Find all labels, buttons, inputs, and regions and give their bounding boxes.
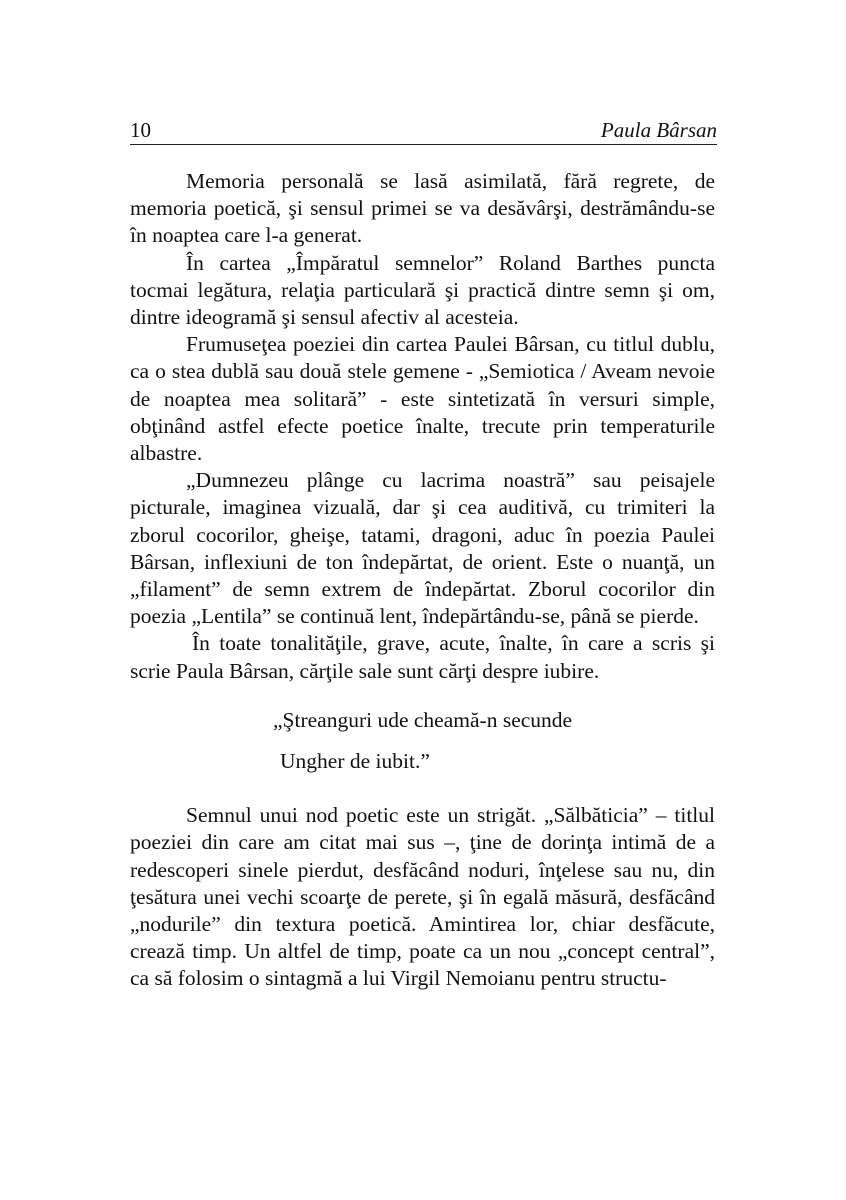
paragraph-1: Memoria personală se lasă asimilată, fără regrete, de memoria poetică, şi sensul primei se va desăvârşi, destrămându-se în noaptea care l-a generat.	[130, 169, 715, 248]
body-text	[130, 168, 715, 993]
paragraph-3: Frumuseţea poeziei din cartea Paulei Bârsan, cu titlul dublu, ca o stea dublă sau două stele gemene - „Semiotica / Aveam nevoie de noaptea mea solitară” - este sintetizată în versuri simple, obţinând astfel efecte poetice înalte, trecute prin temperaturile albastre.	[130, 332, 715, 466]
paragraph-2: În cartea „Împăratul semnelor” Roland Barthes puncta tocmai legătura, relaţia particulară şi practică dintre semn şi om, dintre ideogramă şi sensul afectiv al acesteia.	[130, 250, 715, 330]
paragraph-4: „Dumnezeu plânge cu lacrima noastră” sau peisajele picturale, imaginea vizuală, dar şi cea auditivă, cu trimiteri la zborul cocorilor, gheişe, tatami, dragoni, aduc în poezia Paulei Bârsan, inflexiuni de ton îndepărtat, de orient. Este o nuanţă, un „filament” de semn extrem de îndepărtat. Zborul cocorilor din poezia „Lentila” se continuă lent, îndepărtându-se, până se pierde.	[130, 468, 715, 629]
page-number: 10	[130, 118, 151, 142]
paragraph-5: În toate tonalităţile, grave, acute, înalte, în care a scris şi scrie Paula Bârsan, cărţile sale sunt cărţi despre iubire.	[130, 631, 715, 683]
paragraph-6: Semnul unui nod poetic este un strigăt. „Sălbăticia” – titlul poeziei din care am citat mai sus –, ţine de dorinţa intimă de a redescoperi sinele pierdut, desfăcând noduri, înţelese sau nu, din ţesătura unei vechi scoarţe de perete, şi în egală măsură, desfăcând „nodurile” din textura poetică. Amintirea lor, chiar desfăcute, crează timp. Un altfel de timp, poate ca un nou „concept central”, ca să folosim o sintagmă a lui Virgil Nemoianu pentru structu-	[130, 803, 715, 991]
verse-line-2: Ungher de iubit.”	[280, 749, 430, 774]
verse-line-1: „Ştreanguri ude cheamă-n secunde	[273, 707, 573, 732]
page-header	[130, 116, 717, 145]
verse-quote	[130, 707, 715, 775]
running-title: Paula Bârsan	[600, 118, 717, 142]
